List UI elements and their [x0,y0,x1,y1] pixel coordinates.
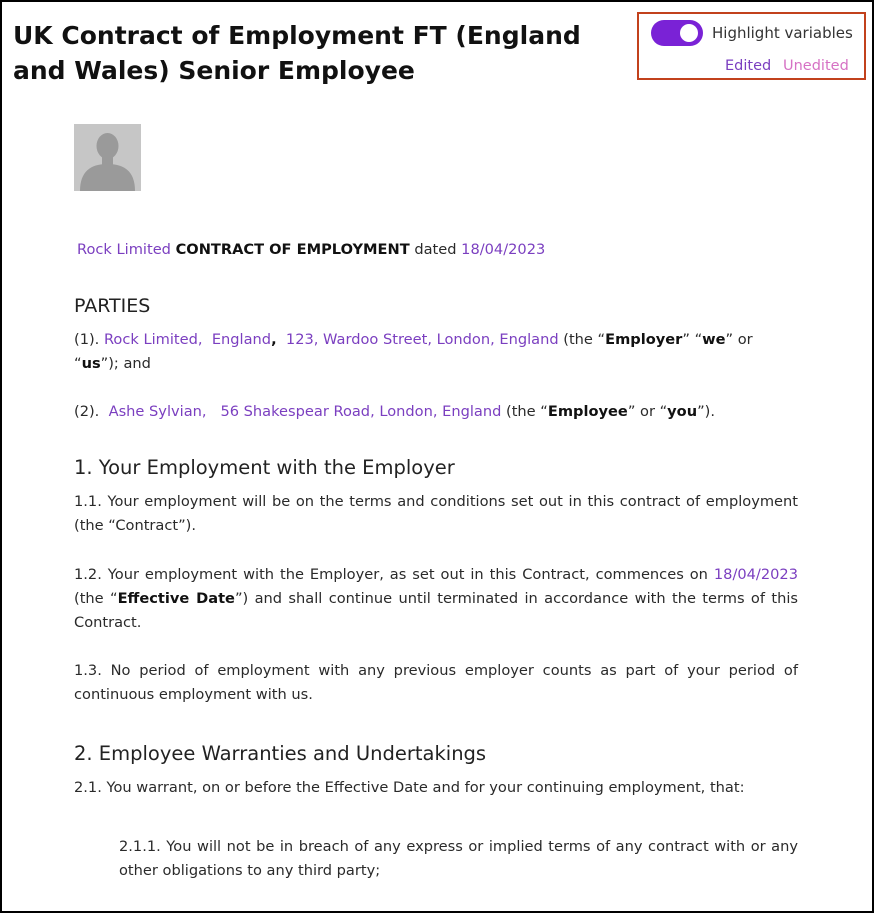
defined-term-employee: Employee [547,403,628,420]
section-1-heading: 1. Your Employment with the Employer [74,456,455,479]
comma: , [201,403,207,420]
clause-2-1-1: 2.1.1. You will not be in breach of any express or implied terms of any contract with or any other obligations to any third party; [119,838,798,879]
toggle-knob [680,24,698,42]
clause-1-3: 1.3. No period of employment with any previous employer counts as part of your period of continuous employment with us. [74,662,798,703]
var-employee-name[interactable]: Ashe Sylvian [108,403,202,420]
company-logo-placeholder [74,124,141,191]
var-employer-address[interactable]: 123, Wardoo Street, London, England [285,331,559,348]
highlight-variables-panel [637,12,866,80]
text: ” “ [682,331,703,348]
var-employer-name[interactable]: Rock Limited [77,241,171,258]
text: (the “ [506,403,548,420]
highlight-variables-toggle[interactable] [651,20,703,46]
text: 1.2. Your employment with the Employer, as set out in this Contract, commences on [74,566,708,583]
document-title: UK Contract of Employment FT (England and Wales) Senior Employee [13,21,581,85]
var-employer-name[interactable]: Rock Limited [103,331,198,348]
defined-term-effective-date: Effective Date [117,590,235,607]
var-contract-date[interactable]: 18/04/2023 [461,241,546,258]
defined-term-us: us [81,355,101,372]
clause-1-1: 1.1. Your employment will be on the terms and conditions set out in this contract of employment (the “Contract”). [74,493,798,534]
clause-2-1: 2.1. You warrant, on or before the Effective Date and for your continuing employment, that: [74,779,745,796]
clause-1-2 [74,563,798,635]
dated-text: dated [414,241,457,258]
contract-heading: CONTRACT OF EMPLOYMENT [175,241,410,258]
comma: , [197,331,203,348]
var-employer-country[interactable]: England [211,331,272,348]
var-employee-address[interactable]: 56 Shakespear Road, London, England [220,403,502,420]
text: ” or “ [627,403,668,420]
text: (the “ [563,331,606,348]
highlight-variables-label: Highlight variables [712,24,853,42]
party-employee [74,400,798,424]
text: ”). [697,403,715,420]
var-effective-date[interactable]: 18/04/2023 [713,566,798,583]
comma: , [271,331,277,348]
party-1-number: (1). [74,331,100,348]
text: ”) and shall continue until terminated in accordance with the terms of this Contract. [74,590,798,631]
text: (the “ [74,590,118,607]
defined-term-employer: Employer [605,331,683,348]
defined-term-we: we [702,331,726,348]
party-employer [74,328,798,376]
parties-heading: PARTIES [74,295,151,317]
person-silhouette-icon [74,124,141,191]
contract-intro-line [77,238,801,262]
text: ”); and [100,355,151,372]
party-2-number: (2). [74,403,100,420]
legend-edited: Edited [725,58,772,74]
text: ” or “ [74,331,753,372]
legend-unedited: Unedited [783,58,849,74]
defined-term-you: you [667,403,698,420]
section-2-heading: 2. Employee Warranties and Undertakings [74,742,487,765]
